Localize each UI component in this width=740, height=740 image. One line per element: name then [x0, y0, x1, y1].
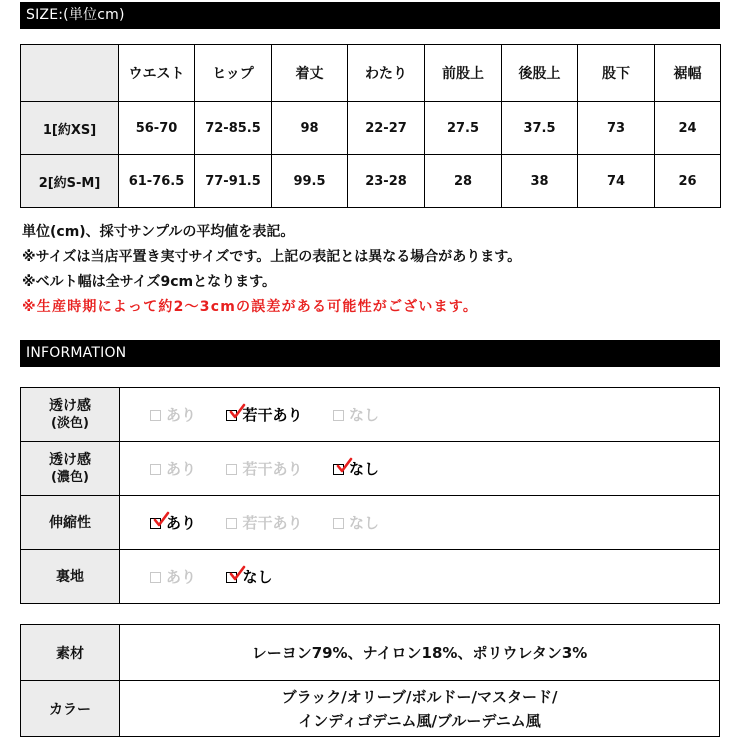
checkbox-empty-icon	[150, 572, 161, 583]
table-row	[21, 155, 721, 208]
checkmark-checked-icon	[333, 464, 344, 475]
option-label: あり	[166, 406, 197, 424]
info-options	[120, 442, 720, 496]
color-value-line: インディゴデニム風/ブルーデニム風	[298, 711, 541, 730]
checkbox-empty-icon	[333, 518, 344, 529]
option-label: あり	[166, 568, 197, 586]
option-off	[333, 404, 379, 425]
color-value	[120, 681, 720, 737]
size-col-header: ウエスト	[119, 45, 195, 102]
material-row	[21, 625, 720, 681]
size-cell: 24	[655, 102, 721, 155]
size-cell: 22-27	[348, 102, 425, 155]
info-row-label: 裏地	[21, 550, 120, 604]
size-col-header: 後股上	[502, 45, 578, 102]
info-row-lining	[21, 550, 720, 604]
size-cell: 98	[272, 102, 348, 155]
size-cell: 38	[502, 155, 578, 208]
option-label: なし	[242, 568, 273, 586]
info-label-text: 透け感	[49, 451, 91, 468]
option-off	[226, 512, 302, 533]
info-row-label	[21, 388, 120, 442]
size-cell: 61-76.5	[119, 155, 195, 208]
information-section-title: INFORMATION	[20, 340, 720, 367]
info-label-sub: (濃色)	[51, 469, 89, 485]
size-col-header: 前股上	[425, 45, 502, 102]
option-label: あり	[166, 460, 197, 478]
size-col-header: 裾幅	[655, 45, 721, 102]
option-label: 若干あり	[242, 406, 303, 424]
color-label: カラー	[21, 681, 120, 737]
size-cell: 72-85.5	[195, 102, 272, 155]
size-cell: 73	[578, 102, 655, 155]
option-off	[150, 404, 196, 425]
option-selected	[226, 566, 272, 587]
table-row	[21, 102, 721, 155]
note-line: ※ベルト幅は全サイズ9cmとなります。	[22, 274, 276, 290]
size-cell: 37.5	[502, 102, 578, 155]
size-section-title: SIZE:(単位cm)	[20, 2, 720, 29]
note-line: 単位(cm)、採寸サンプルの平均値を表記。	[22, 224, 295, 240]
size-col-header: 股下	[578, 45, 655, 102]
option-label: 若干あり	[242, 514, 303, 532]
color-value-line: ブラック/オリーブ/ボルドー/マスタード/	[281, 687, 558, 706]
info-row-transparency-dark	[21, 442, 720, 496]
size-cell: 26	[655, 155, 721, 208]
material-value: レーヨン79%、ナイロン18%、ポリウレタン3%	[120, 625, 720, 681]
size-row-label: 1[約XS]	[21, 102, 119, 155]
option-off	[150, 566, 196, 587]
note-line: ※サイズは当店平置き実寸サイズです。上記の表記とは異なる場合があります。	[22, 249, 522, 265]
info-row-stretch	[21, 496, 720, 550]
size-cell: 23-28	[348, 155, 425, 208]
size-notes	[22, 220, 722, 320]
checkbox-empty-icon	[150, 464, 161, 475]
size-cell: 99.5	[272, 155, 348, 208]
size-cell: 74	[578, 155, 655, 208]
checkmark-checked-icon	[226, 572, 237, 583]
info-row-transparency-light	[21, 388, 720, 442]
size-cell: 28	[425, 155, 502, 208]
information-table	[20, 387, 720, 604]
option-selected	[226, 404, 302, 425]
checkmark-checked-icon	[226, 410, 237, 421]
info-row-label: 伸縮性	[21, 496, 120, 550]
info-label-sub: (淡色)	[51, 415, 89, 431]
option-selected	[150, 512, 196, 533]
size-table-corner	[21, 45, 119, 102]
option-selected	[333, 458, 379, 479]
info-options	[120, 496, 720, 550]
info-row-label	[21, 442, 120, 496]
option-off	[150, 458, 196, 479]
size-row-label: 2[約S-M]	[21, 155, 119, 208]
checkbox-empty-icon	[226, 464, 237, 475]
size-cell: 27.5	[425, 102, 502, 155]
checkmark-checked-icon	[150, 518, 161, 529]
size-cell: 77-91.5	[195, 155, 272, 208]
checkbox-empty-icon	[333, 410, 344, 421]
size-col-header: わたり	[348, 45, 425, 102]
size-cell: 56-70	[119, 102, 195, 155]
size-table-header-row	[21, 45, 721, 102]
option-label: なし	[348, 514, 379, 532]
size-table	[20, 44, 721, 208]
option-off	[333, 512, 379, 533]
option-label: なし	[348, 460, 379, 478]
material-table	[20, 624, 720, 737]
size-col-header: ヒップ	[195, 45, 272, 102]
material-label: 素材	[21, 625, 120, 681]
option-label: あり	[166, 514, 197, 532]
info-options	[120, 388, 720, 442]
info-options	[120, 550, 720, 604]
option-off	[226, 458, 302, 479]
info-label-text: 透け感	[49, 397, 91, 414]
checkbox-empty-icon	[226, 518, 237, 529]
color-row	[21, 681, 720, 737]
checkbox-empty-icon	[150, 410, 161, 421]
size-col-header: 着丈	[272, 45, 348, 102]
option-label: なし	[348, 406, 379, 424]
note-warning: ※生産時期によって約2〜3cmの誤差がある可能性がございます。	[22, 299, 479, 315]
option-label: 若干あり	[242, 460, 303, 478]
